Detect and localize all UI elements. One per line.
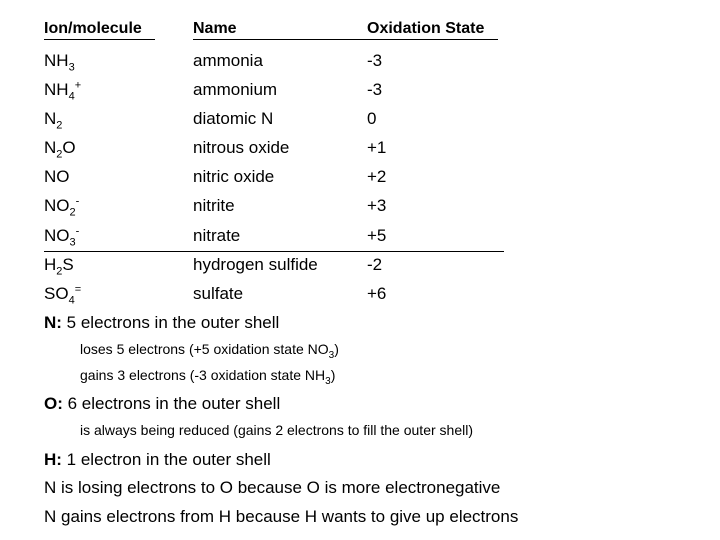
row-formula-h2s: $H_2S$ xyxy=(44,255,74,278)
row-name-hydrogen-sulfide: hydrogen sulfide xyxy=(193,255,318,274)
row-state-sulfate: +6 xyxy=(367,284,387,303)
row-state-nitrite: +3 xyxy=(367,196,387,215)
row-state-ammonium: -3 xyxy=(367,80,383,99)
header-underline-name-state xyxy=(193,39,498,40)
row-state-nitrous-oxide: +1 xyxy=(367,138,387,157)
row-formula-nh4: $NH_4^+$ xyxy=(44,79,82,103)
row-state-ammonia: -3 xyxy=(367,51,383,70)
nitrogen-section-divider xyxy=(44,251,504,252)
row-name-nitrous-oxide: nitrous oxide xyxy=(193,138,290,157)
row-formula-no3: $NO_3^-$ xyxy=(44,225,80,249)
oxygen-note: O: 6 electrons in the outer shell xyxy=(44,394,281,413)
header-oxidation-state: Oxidation State xyxy=(367,20,485,37)
row-formula-no2: $NO_2^-$ xyxy=(44,195,80,219)
row-name-nitrate: nitrate xyxy=(193,226,241,245)
row-state-hydrogen-sulfide: -2 xyxy=(367,255,383,274)
row-state-nitric-oxide: +2 xyxy=(367,167,387,186)
row-state-diatomic-n: 0 xyxy=(367,109,377,128)
header-ion-molecule: Ion/molecule xyxy=(44,20,142,37)
row-formula-so4: $SO_4^=$ xyxy=(44,283,82,307)
nitrogen-loses-note: loses 5 electrons (+5 oxidation state $NO_3$) xyxy=(80,341,339,361)
nitrogen-note: N: 5 electrons in the outer shell xyxy=(44,313,280,332)
oxygen-reduced-note: is always being reduced (gains 2 electrons to fill the outer shell) xyxy=(80,422,473,438)
row-name-nitric-oxide: nitric oxide xyxy=(193,167,275,186)
electronegativity-statement: N is losing electrons to O because O is more electronegative xyxy=(44,478,501,497)
hydrogen-note: H: 1 electron in the outer shell xyxy=(44,450,271,469)
row-formula-n2o: $N_2O$ xyxy=(44,138,76,161)
row-name-nitrite: nitrite xyxy=(193,196,235,215)
row-formula-nh3: $NH_3$ xyxy=(44,51,75,74)
header-name: Name xyxy=(193,20,237,37)
row-name-ammonia: ammonia xyxy=(193,51,263,70)
row-name-sulfate: sulfate xyxy=(193,284,244,303)
hydrogen-donation-statement: N gains electrons from H because H wants to give up electrons xyxy=(44,507,519,526)
row-state-nitrate: +5 xyxy=(367,226,387,245)
header-underline-ion xyxy=(44,39,155,40)
row-name-diatomic-n: diatomic N xyxy=(193,109,274,128)
row-formula-no: NO xyxy=(44,167,70,186)
row-formula-n2: $N_2$ xyxy=(44,109,63,132)
nitrogen-gains-note: gains 3 electrons (-3 oxidation state $NH_3$) xyxy=(80,367,336,387)
row-name-ammonium: ammonium xyxy=(193,80,278,99)
